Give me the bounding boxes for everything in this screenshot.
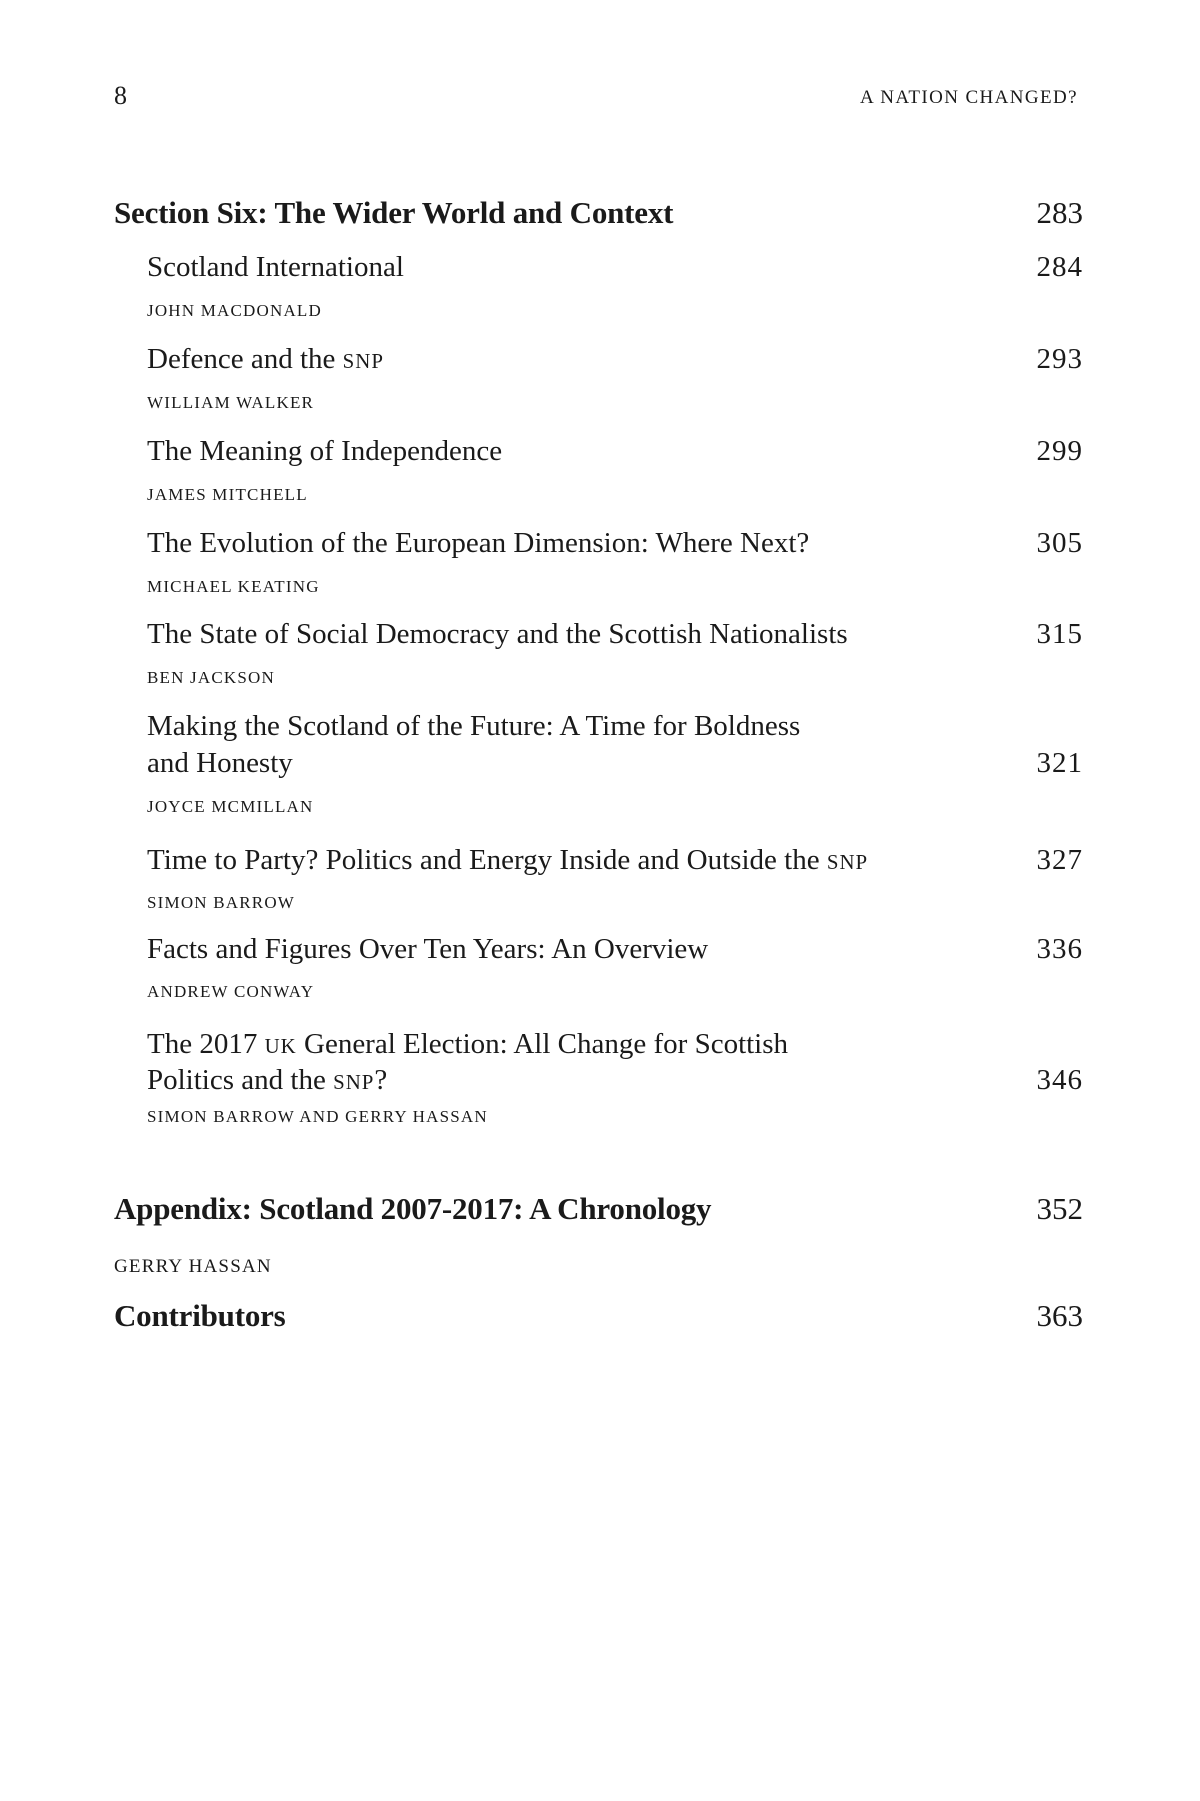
title-text: Politics and the	[147, 1064, 334, 1096]
title-year: 2017	[199, 1028, 258, 1060]
toc-entry-author: BEN JACKSON	[147, 668, 275, 687]
toc-entry-page: 305	[1036, 527, 1083, 559]
toc-entry-title-line2[interactable]: and Honesty	[147, 747, 293, 779]
toc-entry-author: MICHAEL KEATING	[147, 577, 320, 596]
toc-entry-title-line2[interactable]	[147, 1063, 387, 1099]
toc-entry-page: 346	[1036, 1064, 1083, 1096]
toc-entry-title[interactable]: Scotland International	[147, 251, 404, 283]
title-text: ?	[374, 1064, 388, 1096]
title-smallcaps: SNP	[342, 349, 384, 373]
appendix-page-number: 352	[1036, 1191, 1083, 1226]
toc-entry-title-line1[interactable]	[147, 1027, 788, 1063]
title-text: The	[147, 1028, 200, 1060]
title-smallcaps: UK	[264, 1034, 297, 1058]
toc-entry-title[interactable]: The State of Social Democracy and the Scottish Nationalists	[147, 618, 848, 650]
toc-entry-title[interactable]: The Meaning of Independence	[147, 435, 503, 467]
running-title: A NATION CHANGED?	[859, 87, 1078, 108]
toc-entry-page: 293	[1036, 343, 1083, 375]
toc-entry-title[interactable]: The Evolution of the European Dimension: Where Next?	[147, 527, 810, 559]
title-text	[257, 1028, 264, 1060]
toc-entry-title[interactable]	[147, 843, 868, 879]
toc-entry-page: 299	[1036, 435, 1083, 467]
page-number: 8	[114, 81, 127, 110]
toc-entry-page: 284	[1036, 251, 1083, 283]
title-smallcaps: SNP	[826, 850, 869, 874]
toc-entry-title[interactable]: Facts and Figures Over Ten Years: An Overview	[147, 933, 709, 965]
toc-entry-page: 315	[1036, 618, 1083, 650]
contributors-heading[interactable]: Contributors	[114, 1298, 286, 1333]
title-text: Time to Party? Politics and Energy Inside and Outside the	[147, 844, 827, 876]
toc-entry-page: 321	[1036, 747, 1083, 779]
appendix-author: GERRY HASSAN	[114, 1256, 272, 1277]
toc-entry-author: JOHN MACDONALD	[147, 301, 322, 320]
toc-entry-author: WILLIAM WALKER	[147, 393, 315, 412]
toc-entry-author: JOYCE MCMILLAN	[147, 797, 314, 816]
section-heading[interactable]: Section Six: The Wider World and Context	[114, 195, 674, 230]
title-text: Defence and the	[147, 343, 343, 375]
toc-entry-title[interactable]	[147, 342, 384, 378]
toc-entry-author: SIMON BARROW AND GERRY HASSAN	[147, 1107, 488, 1126]
toc-entry-author: JAMES MITCHELL	[147, 485, 308, 504]
title-text: General Election: All Change for Scottish	[296, 1028, 789, 1060]
toc-entry-author: SIMON BARROW	[147, 893, 296, 912]
toc-entry-author: ANDREW CONWAY	[147, 982, 315, 1001]
toc-entry-page: 327	[1036, 844, 1083, 876]
contributors-page-number: 363	[1036, 1298, 1083, 1333]
appendix-heading[interactable]: Appendix: Scotland 2007-2017: A Chronology	[114, 1191, 712, 1226]
section-page-number: 283	[1036, 195, 1083, 230]
toc-entry-title-line1[interactable]: Making the Scotland of the Future: A Time for Boldness	[147, 710, 801, 742]
title-smallcaps: SNP	[333, 1070, 375, 1094]
toc-entry-page: 336	[1036, 933, 1083, 965]
